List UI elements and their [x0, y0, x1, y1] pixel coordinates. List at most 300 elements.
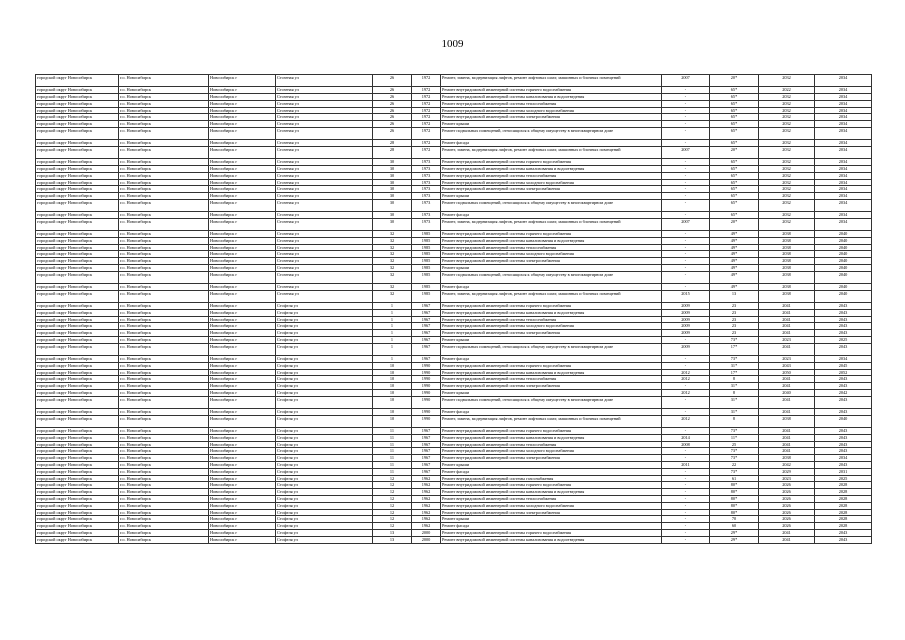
- work-type-cell: Ремонт внутридомовой инженерной системы теплоснабжения: [441, 172, 662, 179]
- wear-cell: 65*: [710, 87, 759, 94]
- wear-cell: 80*: [710, 502, 759, 509]
- municipality-cell: городской округ Новосибирск: [36, 179, 119, 186]
- plan-end-cell: 2043: [815, 408, 872, 415]
- year-built-cell: 1967: [412, 337, 441, 344]
- table-row: [36, 415, 872, 427]
- wear-cell: 23: [710, 303, 759, 310]
- year-built-cell: 1972: [412, 121, 441, 128]
- last-repair-year-cell: -: [662, 114, 710, 121]
- house-cell: 30: [373, 172, 412, 179]
- district-cell: г.о. Новосибирск: [119, 396, 209, 408]
- house-cell: 12: [373, 502, 412, 509]
- city-cell: Новосибирск г: [209, 390, 276, 397]
- street-cell: Стофеля ул: [276, 482, 373, 489]
- work-type-cell: Ремонт внутридомовой инженерной системы холодного водоснабжения: [441, 502, 662, 509]
- work-type-cell: Ремонт внутридомовой инженерной системы горячего водоснабжения: [441, 87, 662, 94]
- city-cell: Новосибирск г: [209, 376, 276, 383]
- city-cell: Новосибирск г: [209, 323, 276, 330]
- plan-start-cell: 2032: [759, 193, 815, 200]
- wear-cell: 60: [710, 523, 759, 530]
- district-cell: г.о. Новосибирск: [119, 523, 209, 530]
- last-repair-year-cell: 2012: [662, 390, 710, 397]
- street-cell: Стофеля ул: [276, 323, 373, 330]
- municipality-cell: городской округ Новосибирск: [36, 114, 119, 121]
- last-repair-year-cell: -: [662, 468, 710, 475]
- last-repair-year-cell: 2007: [662, 218, 710, 230]
- wear-cell: 31*: [710, 396, 759, 408]
- last-repair-year-cell: -: [662, 265, 710, 272]
- table-row: [36, 231, 872, 238]
- plan-start-cell: 2023: [759, 475, 815, 482]
- municipality-cell: городской округ Новосибирск: [36, 369, 119, 376]
- plan-end-cell: 2042: [815, 390, 872, 397]
- year-built-cell: 1990: [412, 390, 441, 397]
- district-cell: г.о. Новосибирск: [119, 87, 209, 94]
- street-cell: Стофеля ул: [276, 434, 373, 441]
- plan-end-cell: 2040: [815, 258, 872, 265]
- work-type-cell: Ремонт внутридомовой инженерной системы горячего водоснабжения: [441, 159, 662, 166]
- district-cell: г.о. Новосибирск: [119, 75, 209, 87]
- municipality-cell: городской округ Новосибирск: [36, 303, 119, 310]
- street-cell: Стофеля ул: [276, 529, 373, 536]
- municipality-cell: городской округ Новосибирск: [36, 146, 119, 158]
- wear-cell: 49*: [710, 251, 759, 258]
- house-cell: 11: [373, 468, 412, 475]
- plan-end-cell: 2034: [815, 121, 872, 128]
- district-cell: г.о. Новосибирск: [119, 427, 209, 434]
- city-cell: Новосибирск г: [209, 475, 276, 482]
- street-cell: Стозеная ул: [276, 165, 373, 172]
- table-row: [36, 265, 872, 272]
- plan-end-cell: 2043: [815, 343, 872, 355]
- house-cell: 30: [373, 159, 412, 166]
- year-built-cell: 1973: [412, 179, 441, 186]
- district-cell: г.о. Новосибирск: [119, 290, 209, 302]
- last-repair-year-cell: -: [662, 140, 710, 147]
- district-cell: г.о. Новосибирск: [119, 309, 209, 316]
- street-cell: Стозеная ул: [276, 75, 373, 87]
- municipality-cell: городской округ Новосибирск: [36, 362, 119, 369]
- year-built-cell: 1973: [412, 172, 441, 179]
- last-repair-year-cell: 2009: [662, 323, 710, 330]
- district-cell: г.о. Новосибирск: [119, 212, 209, 219]
- street-cell: Стозеная ул: [276, 271, 373, 283]
- table-row: [36, 159, 872, 166]
- wear-cell: 31*: [710, 383, 759, 390]
- wear-cell: 17*: [710, 369, 759, 376]
- district-cell: г.о. Новосибирск: [119, 489, 209, 496]
- last-repair-year-cell: -: [662, 107, 710, 114]
- table-row: [36, 482, 872, 489]
- municipality-cell: городской округ Новосибирск: [36, 87, 119, 94]
- city-cell: Новосибирск г: [209, 251, 276, 258]
- city-cell: Новосибирск г: [209, 330, 276, 337]
- work-type-cell: Ремонт внутридомовой инженерной системы электроснабжения: [441, 186, 662, 193]
- wear-cell: 13: [710, 290, 759, 302]
- district-cell: г.о. Новосибирск: [119, 529, 209, 536]
- municipality-cell: городской округ Новосибирск: [36, 100, 119, 107]
- last-repair-year-cell: -: [662, 427, 710, 434]
- plan-start-cell: 2026: [759, 516, 815, 523]
- plan-end-cell: 2034: [815, 140, 872, 147]
- work-type-cell: Ремонт фасада: [441, 356, 662, 363]
- wear-cell: 8: [710, 415, 759, 427]
- work-type-cell: Ремонт, замена, модернизация лифтов, ремонт лифтовых шахт, машинных и блочных помещений: [441, 415, 662, 427]
- house-cell: 30: [373, 212, 412, 219]
- city-cell: Новосибирск г: [209, 212, 276, 219]
- last-repair-year-cell: -: [662, 165, 710, 172]
- house-cell: 11: [373, 434, 412, 441]
- plan-end-cell: 2043: [815, 448, 872, 455]
- city-cell: Новосибирск г: [209, 127, 276, 139]
- work-type-cell: Ремонт внутридомовой инженерной системы холодного водоснабжения: [441, 323, 662, 330]
- year-built-cell: 1967: [412, 309, 441, 316]
- plan-end-cell: 2028: [815, 509, 872, 516]
- municipality-cell: городской округ Новосибирск: [36, 502, 119, 509]
- plan-end-cell: 2034: [815, 179, 872, 186]
- work-type-cell: Ремонт фасада: [441, 284, 662, 291]
- last-repair-year-cell: 2015: [662, 290, 710, 302]
- city-cell: Новосибирск г: [209, 369, 276, 376]
- municipality-cell: городской округ Новосибирск: [36, 271, 119, 283]
- work-type-cell: Ремонт подвальных помещений, относящихся к общему имуществу в многоквартирном доме: [441, 271, 662, 283]
- wear-cell: 49*: [710, 244, 759, 251]
- plan-start-cell: 2032: [759, 140, 815, 147]
- work-type-cell: Ремонт внутридомовой инженерной системы канализования и водоотведения: [441, 489, 662, 496]
- municipality-cell: городской округ Новосибирск: [36, 290, 119, 302]
- city-cell: Новосибирск г: [209, 516, 276, 523]
- district-cell: г.о. Новосибирск: [119, 468, 209, 475]
- city-cell: Новосибирск г: [209, 237, 276, 244]
- year-built-cell: 1972: [412, 146, 441, 158]
- plan-start-cell: 2032: [759, 146, 815, 158]
- wear-cell: 49*: [710, 265, 759, 272]
- city-cell: Новосибирск г: [209, 383, 276, 390]
- table-row: [36, 516, 872, 523]
- year-built-cell: 1973: [412, 212, 441, 219]
- work-type-cell: Ремонт внутридомовой инженерной системы теплоснабжения: [441, 441, 662, 448]
- plan-start-cell: 2022: [759, 87, 815, 94]
- district-cell: г.о. Новосибирск: [119, 376, 209, 383]
- house-cell: 10: [373, 376, 412, 383]
- house-cell: 28: [373, 146, 412, 158]
- district-cell: г.о. Новосибирск: [119, 482, 209, 489]
- wear-cell: 65*: [710, 107, 759, 114]
- city-cell: Новосибирск г: [209, 159, 276, 166]
- wear-cell: 73*: [710, 468, 759, 475]
- municipality-cell: городской округ Новосибирск: [36, 107, 119, 114]
- municipality-cell: городской округ Новосибирск: [36, 93, 119, 100]
- street-cell: Стофеля ул: [276, 495, 373, 502]
- year-built-cell: 1967: [412, 468, 441, 475]
- table-row: [36, 271, 872, 283]
- plan-start-cell: 2040: [759, 390, 815, 397]
- street-cell: Стофеля ул: [276, 337, 373, 344]
- street-cell: Стозеная ул: [276, 121, 373, 128]
- year-built-cell: 1967: [412, 316, 441, 323]
- plan-start-cell: 2041: [759, 303, 815, 310]
- house-cell: 10: [373, 396, 412, 408]
- street-cell: Стофеля ул: [276, 427, 373, 434]
- plan-end-cell: 2028: [815, 482, 872, 489]
- district-cell: г.о. Новосибирск: [119, 502, 209, 509]
- district-cell: г.о. Новосибирск: [119, 516, 209, 523]
- wear-cell: 65*: [710, 193, 759, 200]
- street-cell: Стозеная ул: [276, 244, 373, 251]
- last-repair-year-cell: -: [662, 529, 710, 536]
- district-cell: г.о. Новосибирск: [119, 114, 209, 121]
- year-built-cell: 1967: [412, 427, 441, 434]
- last-repair-year-cell: -: [662, 502, 710, 509]
- table-row: [36, 502, 872, 509]
- last-repair-year-cell: -: [662, 337, 710, 344]
- plan-start-cell: 2026: [759, 495, 815, 502]
- street-cell: Стофеля ул: [276, 330, 373, 337]
- street-cell: Стофеля ул: [276, 455, 373, 462]
- street-cell: Стозеная ул: [276, 284, 373, 291]
- year-built-cell: 1967: [412, 343, 441, 355]
- city-cell: Новосибирск г: [209, 337, 276, 344]
- house-cell: 26: [373, 93, 412, 100]
- street-cell: Стофеля ул: [276, 461, 373, 468]
- table-row: [36, 337, 872, 344]
- city-cell: Новосибирск г: [209, 309, 276, 316]
- district-cell: г.о. Новосибирск: [119, 475, 209, 482]
- last-repair-year-cell: -: [662, 489, 710, 496]
- work-type-cell: Ремонт подвальных помещений, относящихся к общему имуществу в многоквартирном доме: [441, 199, 662, 211]
- table-row: [36, 427, 872, 434]
- work-type-cell: Ремонт внутридомовой инженерной системы канализования и водоотведения: [441, 369, 662, 376]
- street-cell: Стозеная ул: [276, 140, 373, 147]
- table-row: [36, 93, 872, 100]
- city-cell: Новосибирск г: [209, 408, 276, 415]
- municipality-cell: городской округ Новосибирск: [36, 383, 119, 390]
- work-type-cell: Ремонт подвальных помещений, относящихся к общему имуществу в многоквартирном доме: [441, 396, 662, 408]
- district-cell: г.о. Новосибирск: [119, 337, 209, 344]
- table-row: [36, 165, 872, 172]
- wear-cell: 65*: [710, 93, 759, 100]
- city-cell: Новосибирск г: [209, 448, 276, 455]
- work-type-cell: Ремонт крыши: [441, 337, 662, 344]
- year-built-cell: 1990: [412, 408, 441, 415]
- municipality-cell: городской округ Новосибирск: [36, 461, 119, 468]
- district-cell: г.о. Новосибирск: [119, 258, 209, 265]
- district-cell: г.о. Новосибирск: [119, 343, 209, 355]
- municipality-cell: городской округ Новосибирск: [36, 427, 119, 434]
- last-repair-year-cell: -: [662, 523, 710, 530]
- district-cell: г.о. Новосибирск: [119, 165, 209, 172]
- plan-end-cell: 2034: [815, 127, 872, 139]
- plan-start-cell: 2041: [759, 343, 815, 355]
- plan-end-cell: 2034: [815, 100, 872, 107]
- house-cell: 1: [373, 323, 412, 330]
- city-cell: Новосибирск г: [209, 461, 276, 468]
- municipality-cell: городской округ Новосибирск: [36, 475, 119, 482]
- district-cell: г.о. Новосибирск: [119, 448, 209, 455]
- table-row: [36, 258, 872, 265]
- plan-start-cell: 2038: [759, 265, 815, 272]
- wear-cell: 8: [710, 376, 759, 383]
- table-row: [36, 179, 872, 186]
- city-cell: Новосибирск г: [209, 93, 276, 100]
- plan-start-cell: 2041: [759, 376, 815, 383]
- city-cell: Новосибирск г: [209, 362, 276, 369]
- plan-end-cell: 2043: [815, 316, 872, 323]
- work-type-cell: Ремонт фасада: [441, 140, 662, 147]
- street-cell: Стозеная ул: [276, 100, 373, 107]
- last-repair-year-cell: -: [662, 179, 710, 186]
- city-cell: Новосибирск г: [209, 172, 276, 179]
- house-cell: 11: [373, 455, 412, 462]
- city-cell: Новосибирск г: [209, 502, 276, 509]
- house-cell: 26: [373, 121, 412, 128]
- district-cell: г.о. Новосибирск: [119, 461, 209, 468]
- last-repair-year-cell: 2009: [662, 330, 710, 337]
- table-row: [36, 218, 872, 230]
- house-cell: 32: [373, 244, 412, 251]
- table-row: [36, 186, 872, 193]
- house-cell: 12: [373, 475, 412, 482]
- last-repair-year-cell: -: [662, 509, 710, 516]
- municipality-cell: городской округ Новосибирск: [36, 441, 119, 448]
- wear-cell: 17*: [710, 343, 759, 355]
- table-row: [36, 251, 872, 258]
- street-cell: Стозеная ул: [276, 251, 373, 258]
- last-repair-year-cell: -: [662, 448, 710, 455]
- year-built-cell: 1972: [412, 87, 441, 94]
- municipality-cell: городской округ Новосибирск: [36, 536, 119, 543]
- work-type-cell: Ремонт, замена, модернизация лифтов, ремонт лифтовых шахт, машинных и блочных помещений: [441, 218, 662, 230]
- plan-end-cell: 2028: [815, 516, 872, 523]
- district-cell: г.о. Новосибирск: [119, 199, 209, 211]
- last-repair-year-cell: 2012: [662, 369, 710, 376]
- plan-start-cell: 2041: [759, 396, 815, 408]
- year-built-cell: 1967: [412, 434, 441, 441]
- last-repair-year-cell: 2011: [662, 461, 710, 468]
- city-cell: Новосибирск г: [209, 231, 276, 238]
- year-built-cell: 1972: [412, 75, 441, 87]
- plan-end-cell: 2034: [815, 87, 872, 94]
- plan-end-cell: 2040: [815, 231, 872, 238]
- plan-start-cell: 2042: [759, 461, 815, 468]
- last-repair-year-cell: -: [662, 100, 710, 107]
- year-built-cell: 1990: [412, 383, 441, 390]
- work-type-cell: Ремонт крыши: [441, 516, 662, 523]
- city-cell: Новосибирск г: [209, 482, 276, 489]
- street-cell: Стофеля ул: [276, 509, 373, 516]
- last-repair-year-cell: -: [662, 244, 710, 251]
- last-repair-year-cell: -: [662, 455, 710, 462]
- work-type-cell: Ремонт внутридомовой инженерной системы горячего водоснабжения: [441, 427, 662, 434]
- table-row: [36, 468, 872, 475]
- work-type-cell: Ремонт внутридомовой инженерной системы канализования и водоотведения: [441, 309, 662, 316]
- municipality-cell: городской округ Новосибирск: [36, 455, 119, 462]
- street-cell: Стофеля ул: [276, 408, 373, 415]
- wear-cell: 8: [710, 390, 759, 397]
- last-repair-year-cell: -: [662, 362, 710, 369]
- work-type-cell: Ремонт внутридомовой инженерной системы электроснабжения: [441, 330, 662, 337]
- city-cell: Новосибирск г: [209, 495, 276, 502]
- house-cell: 30: [373, 179, 412, 186]
- city-cell: Новосибирск г: [209, 509, 276, 516]
- house-cell: 10: [373, 369, 412, 376]
- district-cell: г.о. Новосибирск: [119, 415, 209, 427]
- municipality-cell: городской округ Новосибирск: [36, 251, 119, 258]
- house-cell: 12: [373, 495, 412, 502]
- plan-end-cell: 2040: [815, 251, 872, 258]
- district-cell: г.о. Новосибирск: [119, 271, 209, 283]
- plan-end-cell: 2025: [815, 337, 872, 344]
- city-cell: Новосибирск г: [209, 87, 276, 94]
- wear-cell: 70: [710, 516, 759, 523]
- wear-cell: 49*: [710, 284, 759, 291]
- last-repair-year-cell: -: [662, 536, 710, 543]
- plan-start-cell: 2026: [759, 489, 815, 496]
- house-cell: 13: [373, 529, 412, 536]
- plan-start-cell: 2032: [759, 179, 815, 186]
- plan-start-cell: 2032: [759, 186, 815, 193]
- work-type-cell: Ремонт внутридомовой инженерной системы канализования и водоотведения: [441, 165, 662, 172]
- house-cell: 26: [373, 75, 412, 87]
- wear-cell: 23: [710, 309, 759, 316]
- municipality-cell: городской округ Новосибирск: [36, 408, 119, 415]
- street-cell: Стофеля ул: [276, 441, 373, 448]
- district-cell: г.о. Новосибирск: [119, 455, 209, 462]
- year-built-cell: 1972: [412, 100, 441, 107]
- municipality-cell: городской округ Новосибирск: [36, 448, 119, 455]
- plan-start-cell: 2032: [759, 107, 815, 114]
- plan-start-cell: 2029: [759, 468, 815, 475]
- table-row: [36, 529, 872, 536]
- street-cell: Стофеля ул: [276, 376, 373, 383]
- district-cell: г.о. Новосибирск: [119, 100, 209, 107]
- house-cell: 26: [373, 100, 412, 107]
- last-repair-year-cell: -: [662, 231, 710, 238]
- plan-start-cell: 2032: [759, 121, 815, 128]
- house-cell: 1: [373, 356, 412, 363]
- wear-cell: 61: [710, 475, 759, 482]
- city-cell: Новосибирск г: [209, 199, 276, 211]
- wear-cell: 65*: [710, 199, 759, 211]
- house-cell: 26: [373, 87, 412, 94]
- municipality-cell: городской округ Новосибирск: [36, 186, 119, 193]
- year-built-cell: 1972: [412, 114, 441, 121]
- plan-start-cell: 2026: [759, 509, 815, 516]
- plan-end-cell: 2040: [815, 271, 872, 283]
- year-built-cell: 1962: [412, 475, 441, 482]
- plan-end-cell: 2043: [815, 441, 872, 448]
- municipality-cell: городской округ Новосибирск: [36, 330, 119, 337]
- district-cell: г.о. Новосибирск: [119, 323, 209, 330]
- last-repair-year-cell: 2009: [662, 309, 710, 316]
- work-type-cell: Ремонт внутридомовой инженерной системы холодного водоснабжения: [441, 251, 662, 258]
- municipality-cell: городской округ Новосибирск: [36, 140, 119, 147]
- work-type-cell: Ремонт фасада: [441, 212, 662, 219]
- last-repair-year-cell: 2009: [662, 316, 710, 323]
- table-row: [36, 107, 872, 114]
- year-built-cell: 1973: [412, 165, 441, 172]
- table-row: [36, 114, 872, 121]
- house-cell: 30: [373, 186, 412, 193]
- district-cell: г.о. Новосибирск: [119, 390, 209, 397]
- plan-start-cell: 2026: [759, 502, 815, 509]
- year-built-cell: 1962: [412, 502, 441, 509]
- wear-cell: 23: [710, 323, 759, 330]
- street-cell: Стофеля ул: [276, 390, 373, 397]
- district-cell: г.о. Новосибирск: [119, 140, 209, 147]
- plan-end-cell: 2040: [815, 244, 872, 251]
- street-cell: Стозеная ул: [276, 212, 373, 219]
